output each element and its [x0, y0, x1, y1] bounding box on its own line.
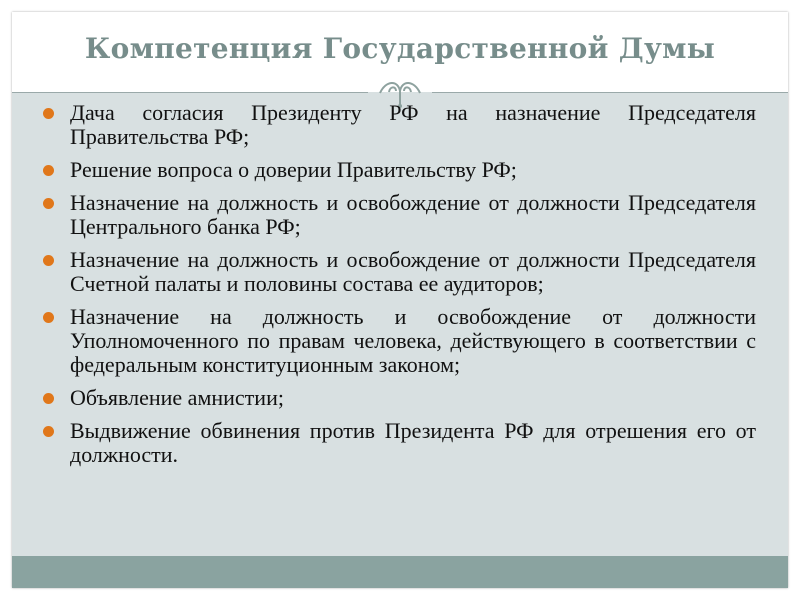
bullet-text: Выдвижение обвинения против Президента РФ для отрешения его от должности.: [70, 418, 756, 467]
orange-dot-icon: [43, 393, 54, 404]
orange-dot-icon: [43, 108, 54, 119]
slide-title: Компетенция Государственной Думы: [84, 32, 716, 65]
bullet-list: [36, 101, 756, 476]
bullet-item: [36, 191, 756, 239]
slide-frame: [12, 12, 788, 588]
bullet-text: Назначение на должность и освобождение от должности Председателя Центрального банка РФ;: [70, 190, 756, 239]
bullet-text: Решение вопроса о доверии Правительству РФ;: [70, 157, 517, 182]
bottom-band: [12, 556, 788, 588]
orange-dot-icon: [43, 165, 54, 176]
bullet-item: [36, 305, 756, 377]
bullet-item: [36, 419, 756, 467]
bullet-item: [36, 248, 756, 296]
bullet-text: Дача согласия Президенту РФ на назначение Председателя Правительства РФ;: [70, 100, 756, 149]
orange-dot-icon: [43, 198, 54, 209]
bullet-item: [36, 101, 756, 149]
orange-dot-icon: [43, 312, 54, 323]
bullet-item: [36, 386, 756, 410]
bullet-text: Назначение на должность и освобождение от должности Председателя Счетной палаты и половины состава ее аудиторов;: [70, 247, 756, 296]
bullet-text: Объявление амнистии;: [70, 385, 284, 410]
title-divider-right: [432, 92, 788, 93]
title-divider-left: [12, 92, 368, 93]
orange-dot-icon: [43, 426, 54, 437]
bullet-item: [36, 158, 756, 182]
bullet-text: Назначение на должность и освобождение от должности Уполномоченного по правам человека, действующего в соответствии с федеральным конституционным законом;: [70, 304, 756, 377]
orange-dot-icon: [43, 255, 54, 266]
